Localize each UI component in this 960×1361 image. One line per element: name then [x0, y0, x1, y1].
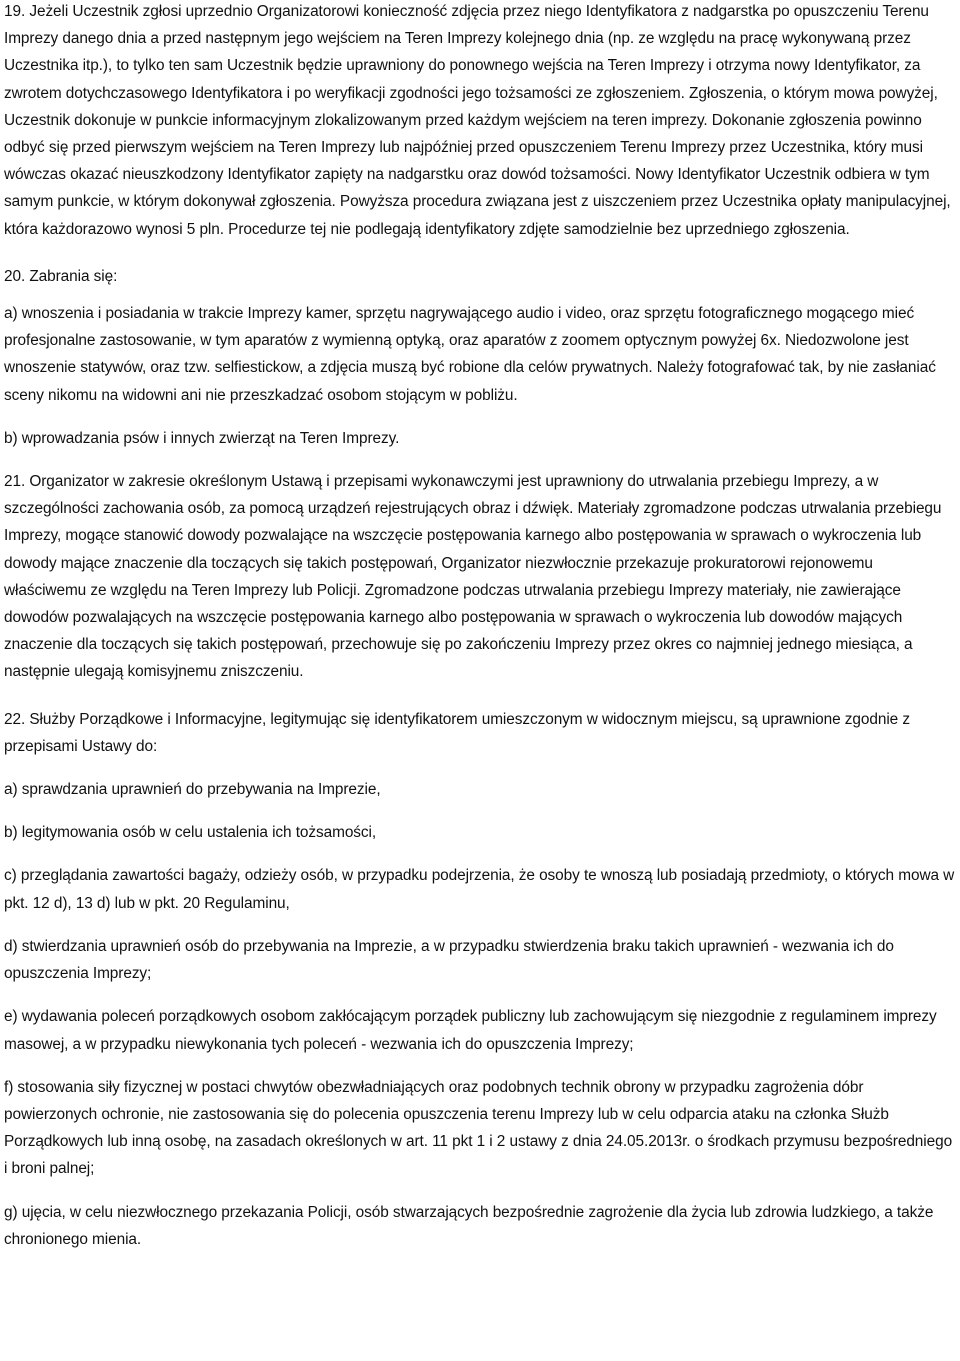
paragraph-22-c: c) przeglądania zawartości bagaży, odzieży osób, w przypadku podejrzenia, że osoby te wnoszą lub posiadają przedmioty, o których mowa w pkt. 12 d), 13 d) lub w pkt. 20 Regulaminu,: [4, 867, 955, 912]
paragraph-20-heading: 20. Zabrania się:: [4, 267, 118, 285]
paragraph-22-b: b) legitymowania osób w celu ustalenia ich tożsamości,: [4, 824, 377, 842]
paragraph-22-e: e) wydawania poleceń porządkowych osobom zakłócającym porządek publiczny lub zachowującym się niezgodnie z regulaminem imprezy masowej, a w przypadku niewykonania tych poleceń - wezwania ich do opuszczenia Imprezy;: [4, 1008, 937, 1053]
paragraph-22-a: a) sprawdzania uprawnień do przebywania na Imprezie,: [4, 781, 381, 799]
paragraph-20-b: b) wprowadzania psów i innych zwierząt na Teren Imprezy.: [4, 429, 400, 447]
paragraph-21: 21. Organizator w zakresie określonym Ustawą i przepisami wykonawczymi jest uprawniony do utrwalania przebiegu Imprezy, a w szczególności zachowania osób, za pomocą urządzeń rejestrujących obraz i dźwięk. Materiały zgromadzone podczas utrwalania przebiegu Imprezy, mogące stanowić dowody pozwalające na wszczęcie postępowania karnego albo postępowania w sprawach o wykroczenia lub dowody mające znaczenie dla toczących się takich postępowań, Organizator niezwłocznie przekazuje prokuratorowi rejonowemu właściwemu ze względu na Teren Imprezy lub Policji. Zgromadzone podczas utrwalania przebiegu Imprezy materiały, nie zawierające dowodów pozwalających na wszczęcie postępowania karnego albo postępowania w sprawach o wykroczenia lub dowodów mających znaczenie dla toczących się takich postępowań, przechowuje się po zakończeniu Imprezy przez okres co najmniej jednego miesiąca, a następnie ulegają komisyjnemu zniszczeniu.: [4, 473, 942, 681]
paragraph-22-d: d) stwierdzania uprawnień osób do przebywania na Imprezie, a w przypadku stwierdzenia braku takich uprawnień - wezwania ich do opuszczenia Imprezy;: [4, 937, 894, 983]
paragraph-20-a: a) wnoszenia i posiadania w trakcie Imprezy kamer, sprzętu nagrywającego audio i video, oraz sprzętu fotograficznego mogącego mieć profesjonalne zastosowanie, w tym aparatów z wymienną optyką, oraz aparatów z zoomem optycznym powyżej 6x. Niedozwolone jest wnoszenie statywów, oraz tzw. selfiestickow, a zdjęcia muszą być robione dla celów prywatnych. Należy fotografować tak, by nie zasłaniać sceny nikomu na widowni ani nie przeszkadzać osobom stojącym w pobliżu.: [4, 305, 936, 404]
paragraph-19: 19. Jeżeli Uczestnik zgłosi uprzednio Organizatorowi konieczność zdjęcia przez niego Identyfikatora z nadgarstka po opuszczeniu Terenu Imprezy danego dnia a przed następnym jego wejściem na Teren Imprezy kolejnego dnia (np. ze względu na pracę wykonywaną przez Uczestnika itp.), to tylko ten sam Uczestnik będzie uprawniony do ponownego wejścia na Teren Imprezy i otrzyma nowy Identyfikator, za zwrotem dotychczasowego Identyfikatora i po weryfikacji zgodności jego tożsamości ze zgłoszeniem. Zgłoszenia, o którym mowa powyżej, Uczestnik dokonuje w punkcie informacyjnym zlokalizowanym przed każdym wejściem na teren imprezy. Dokonanie zgłoszenia powinno odbyć się przed pierwszym wejściem na Teren Imprezy lub najpóźniej przed opuszczeniem Terenu Imprezy przez Uczestnika, który musi wówczas okazać nieuszkodzony Identyfikator zapięty na nadgarstku oraz dowód tożsamości. Nowy Identyfikator Uczestnik odbiera w tym samym punkcie, w którym dokonywał zgłoszenia. Powyższa procedura związana jest z uiszczeniem przez Uczestnika opłaty manipulacyjnej, która każdorazowo wynosi 5 pln. Procedurze tej nie podlegają identyfikatory zdjęte samodzielnie bez uprzedniego zgłoszenia.: [4, 3, 951, 238]
paragraph-22-f: f) stosowania siły fizycznej w postaci chwytów obezwładniających oraz podobnych technik obrony w przypadku zagrożenia dóbr powierzonych ochronie, nie zastosowania się do polecenia opuszczenia terenu Imprezy lub w celu odparcia ataku na członka Służb Porządkowych lub inną osobę, na zasadach określonych w art. 11 pkt 1 i 2 ustawy z dnia 24.05.2013r. o środkach przymusu bezpośredniego i broni palnej;: [4, 1078, 953, 1178]
paragraph-22-heading: 22. Służby Porządkowe i Informacyjne, legitymując się identyfikatorem umieszczonym w widocznym miejscu, są uprawnione zgodnie z przepisami Ustawy do:: [4, 710, 910, 755]
document-body: [4, 0, 956, 1253]
paragraph-22-g: g) ujęcia, w celu niezwłocznego przekazania Policji, osób stwarzających bezpośrednie zagrożenie dla życia lub zdrowia ludzkiego, a także chronionego mienia.: [4, 1203, 934, 1248]
